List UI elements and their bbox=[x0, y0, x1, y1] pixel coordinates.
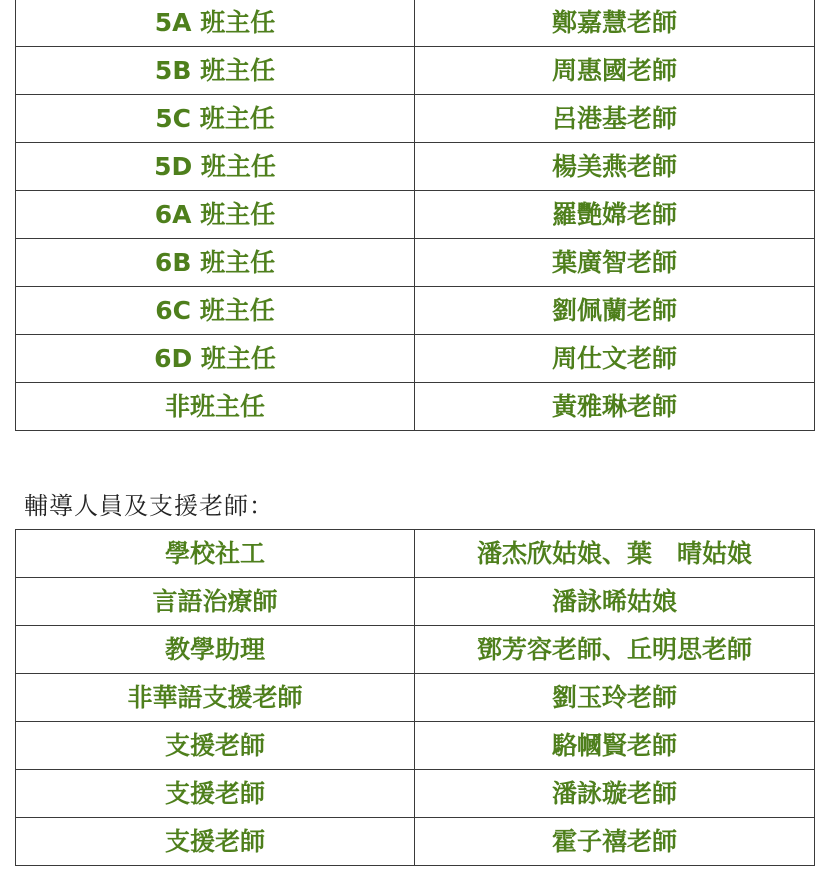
table-row bbox=[16, 818, 815, 866]
teacher-name-cell: 黃雅琳老師 bbox=[415, 383, 815, 431]
table-row bbox=[16, 287, 815, 335]
class-role-cell: 5D 班主任 bbox=[16, 143, 415, 191]
teacher-name-cell: 羅艷嫦老師 bbox=[415, 191, 815, 239]
staff-name-cell: 潘詠璇老師 bbox=[415, 770, 815, 818]
table-row bbox=[16, 578, 815, 626]
table-row bbox=[16, 47, 815, 95]
teacher-name-cell: 周仕文老師 bbox=[415, 335, 815, 383]
teacher-name-cell: 葉廣智老師 bbox=[415, 239, 815, 287]
table-row bbox=[16, 191, 815, 239]
staff-name-cell: 駱幗賢老師 bbox=[415, 722, 815, 770]
staff-name-cell: 鄧芳容老師、丘明思老師 bbox=[415, 626, 815, 674]
table-row bbox=[16, 722, 815, 770]
staff-name-cell: 霍子禧老師 bbox=[415, 818, 815, 866]
class-role-cell: 非班主任 bbox=[16, 383, 415, 431]
table-row bbox=[16, 239, 815, 287]
teacher-name-cell: 呂港基老師 bbox=[415, 95, 815, 143]
support-section-heading: 輔導人員及支援老師： bbox=[24, 492, 274, 520]
table-row bbox=[16, 530, 815, 578]
table-row bbox=[16, 674, 815, 722]
table-row bbox=[16, 383, 815, 431]
staff-name-cell: 潘杰欣姑娘、葉 晴姑娘 bbox=[415, 530, 815, 578]
support-role-cell: 教學助理 bbox=[16, 626, 415, 674]
table-row bbox=[16, 626, 815, 674]
teacher-name-cell: 劉佩蘭老師 bbox=[415, 287, 815, 335]
staff-name-cell: 劉玉玲老師 bbox=[415, 674, 815, 722]
class-role-cell: 5C 班主任 bbox=[16, 95, 415, 143]
table-row bbox=[16, 95, 815, 143]
table-row bbox=[16, 0, 815, 47]
support-role-cell: 支援老師 bbox=[16, 770, 415, 818]
teacher-name-cell: 楊美燕老師 bbox=[415, 143, 815, 191]
class-role-cell: 6B 班主任 bbox=[16, 239, 415, 287]
table-row bbox=[16, 143, 815, 191]
support-role-cell: 支援老師 bbox=[16, 818, 415, 866]
support-role-cell: 言語治療師 bbox=[16, 578, 415, 626]
table-row bbox=[16, 770, 815, 818]
class-teachers-table bbox=[15, 0, 815, 431]
class-role-cell: 6C 班主任 bbox=[16, 287, 415, 335]
class-role-cell: 5B 班主任 bbox=[16, 47, 415, 95]
support-role-cell: 學校社工 bbox=[16, 530, 415, 578]
staff-name-cell: 潘詠晞姑娘 bbox=[415, 578, 815, 626]
teacher-name-cell: 鄭嘉慧老師 bbox=[415, 0, 815, 47]
support-role-cell: 支援老師 bbox=[16, 722, 415, 770]
class-role-cell: 6A 班主任 bbox=[16, 191, 415, 239]
support-role-cell: 非華語支援老師 bbox=[16, 674, 415, 722]
support-staff-table bbox=[15, 529, 815, 866]
class-role-cell: 5A 班主任 bbox=[16, 0, 415, 47]
table-row bbox=[16, 335, 815, 383]
teacher-name-cell: 周惠國老師 bbox=[415, 47, 815, 95]
class-role-cell: 6D 班主任 bbox=[16, 335, 415, 383]
